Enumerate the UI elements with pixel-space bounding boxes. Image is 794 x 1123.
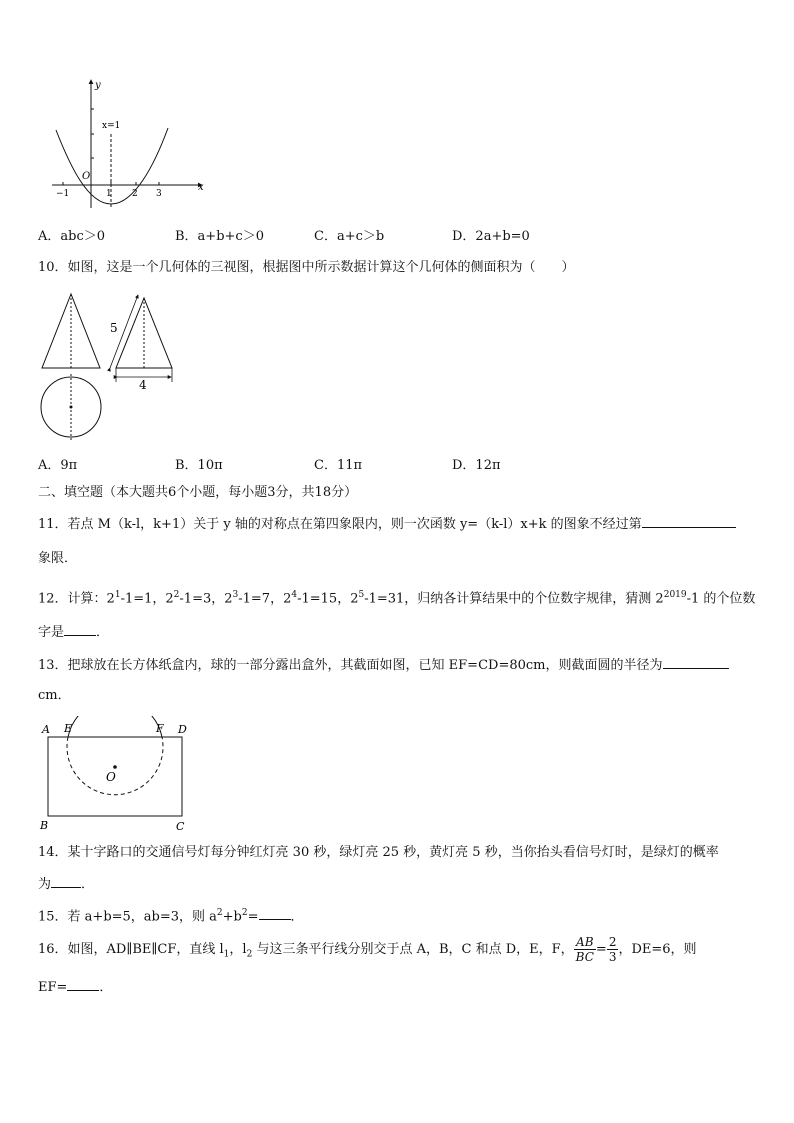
q14-line2 — [38, 874, 94, 894]
label-b: B — [40, 819, 49, 832]
q16-text-3: 与这三条平行线分别交于点 A，B，C 和点 D，E，F， — [252, 942, 574, 957]
tick-label-2: 2 — [132, 189, 138, 199]
q16-period: ． — [99, 980, 113, 995]
q10-option-d: D．12π — [452, 458, 501, 473]
q12-exp-6: 2019 — [663, 590, 687, 600]
q12-text-8: 字是 — [38, 625, 65, 640]
q12-text-5: -1=15，2 — [297, 591, 359, 607]
q11-answer-blank[interactable] — [642, 514, 736, 528]
q11-line1 — [38, 514, 736, 534]
q12-text-3: -1=3，2 — [179, 591, 233, 607]
tick-label-neg1: −1 — [56, 189, 70, 199]
q12-line2 — [38, 622, 109, 642]
q11-text: 11．若点 M（k-l，k+1）关于 y 轴的对称点在第四象限内，则一次函数 y=（k-l）x+k 的图象不经过第 — [38, 517, 642, 532]
q12-text-4: -1=7，2 — [238, 591, 292, 607]
q10-question: 10．如图，这是一个几何体的三视图，根据图中所示数据计算这个几何体的侧面积为（ ） — [38, 260, 575, 275]
q14-answer-blank[interactable] — [51, 874, 81, 888]
q15-answer-blank[interactable] — [259, 906, 291, 920]
q16-line1 — [38, 933, 697, 972]
q15-text-3: = — [247, 909, 259, 925]
q12-text-6: -1=31，归纳各计算结果中的个位数字规律，猜测 2 — [364, 591, 664, 607]
q15-text-2: +b — [222, 909, 242, 925]
q13-line1 — [38, 655, 729, 675]
q13-line2: cm． — [38, 688, 71, 703]
q14-line1: 14．某十字路口的交通信号灯每分钟红灯亮 30 秒，绿灯亮 25 秒，黄灯亮 5 秒，当你抬头看信号灯时，是绿灯的概率 — [38, 845, 719, 860]
q15-line — [38, 904, 304, 926]
q12-period: ． — [96, 625, 110, 640]
q9-option-c: C．a+c＞b — [314, 229, 385, 244]
q14-period: ． — [81, 877, 95, 892]
q15-exp-1: 2 — [216, 908, 223, 918]
q16-fraction-two-thirds — [607, 935, 619, 964]
q16-fraction-ab-bc — [574, 935, 596, 964]
q12-exp-5: 5 — [358, 590, 365, 600]
q13-text: 13．把球放在长方体纸盒内，球的一部分露出盒外，其截面如图，已知 EF=CD=80cm，则截面圆的半径为 — [38, 658, 663, 673]
label-e: E — [64, 722, 73, 735]
label-d: D — [178, 723, 187, 736]
q16-frac-numerator: AB — [574, 935, 596, 950]
section-2-heading: 二、填空题（本大题共6个小题，每小题3分，共18分） — [38, 485, 358, 500]
q15-period: ． — [290, 909, 304, 925]
q16-sub-1: 1 — [223, 949, 230, 960]
q12-exp-1: 1 — [114, 590, 121, 600]
q10-option-c: C．11π — [314, 458, 363, 473]
q12-text-2: -1=1，2 — [120, 591, 174, 607]
parabola-curve — [56, 128, 168, 204]
label-c: C — [176, 820, 185, 833]
q16-text-5: EF= — [38, 980, 68, 995]
q16-num-numerator: 2 — [608, 935, 617, 949]
y-axis-label: y — [95, 80, 101, 91]
q14-text-2: 为 — [38, 877, 52, 892]
q12-exp-2: 2 — [173, 590, 180, 600]
q16-equals: = — [595, 942, 607, 957]
q13-sphere-in-box-figure — [34, 716, 204, 836]
q12-text-7: -1 的个位数 — [686, 591, 756, 607]
q9-option-a: A．abc＞0 — [38, 229, 106, 244]
q10-option-b: B．10π — [175, 458, 223, 473]
q10-option-a: A．9π — [38, 458, 78, 473]
q16-num-denominator: 3 — [608, 950, 617, 964]
q11-line2: 象限． — [38, 551, 78, 566]
label-f: F — [156, 722, 164, 735]
side-view-triangle — [116, 298, 172, 368]
q16-text-2: ，l — [229, 942, 247, 957]
x-axis-label: x — [198, 182, 204, 193]
q13-answer-blank[interactable] — [663, 655, 729, 669]
q12-answer-blank[interactable] — [64, 622, 96, 636]
circle-outside-box — [68, 716, 162, 737]
q16-text-1: 16．如图，AD∥BE∥CF，直线 l — [38, 942, 224, 957]
symmetry-label: x=1 — [102, 121, 121, 131]
base-width-label: 4 — [139, 378, 147, 392]
q10-three-views-figure — [36, 288, 186, 443]
q9-option-b: B．a+b+c＞0 — [175, 229, 264, 244]
q9-parabola-graph — [50, 76, 210, 211]
q12-exp-4: 4 — [291, 590, 298, 600]
slant-height-label: 5 — [110, 321, 118, 335]
q16-frac-denominator: BC — [575, 950, 594, 964]
label-a: A — [42, 723, 50, 736]
label-o: O — [106, 770, 116, 784]
q16-answer-blank[interactable] — [67, 977, 99, 991]
q16-sub-2: 2 — [246, 949, 253, 960]
tick-label-1: 1 — [106, 189, 112, 199]
q16-text-4: ，DE=6，则 — [618, 942, 697, 957]
q12-line1 — [38, 586, 755, 608]
q15-text-1: 15．若 a+b=5，ab=3，则 a — [38, 909, 217, 925]
q12-exp-3: 3 — [232, 590, 239, 600]
tick-label-3: 3 — [156, 189, 162, 199]
origin-label: O — [82, 171, 91, 182]
q16-line2 — [38, 977, 112, 997]
q9-option-d: D．2a+b=0 — [452, 229, 530, 244]
q15-exp-2: 2 — [241, 908, 248, 918]
center-point — [113, 765, 117, 769]
q12-text-1: 12．计算：2 — [38, 591, 115, 607]
